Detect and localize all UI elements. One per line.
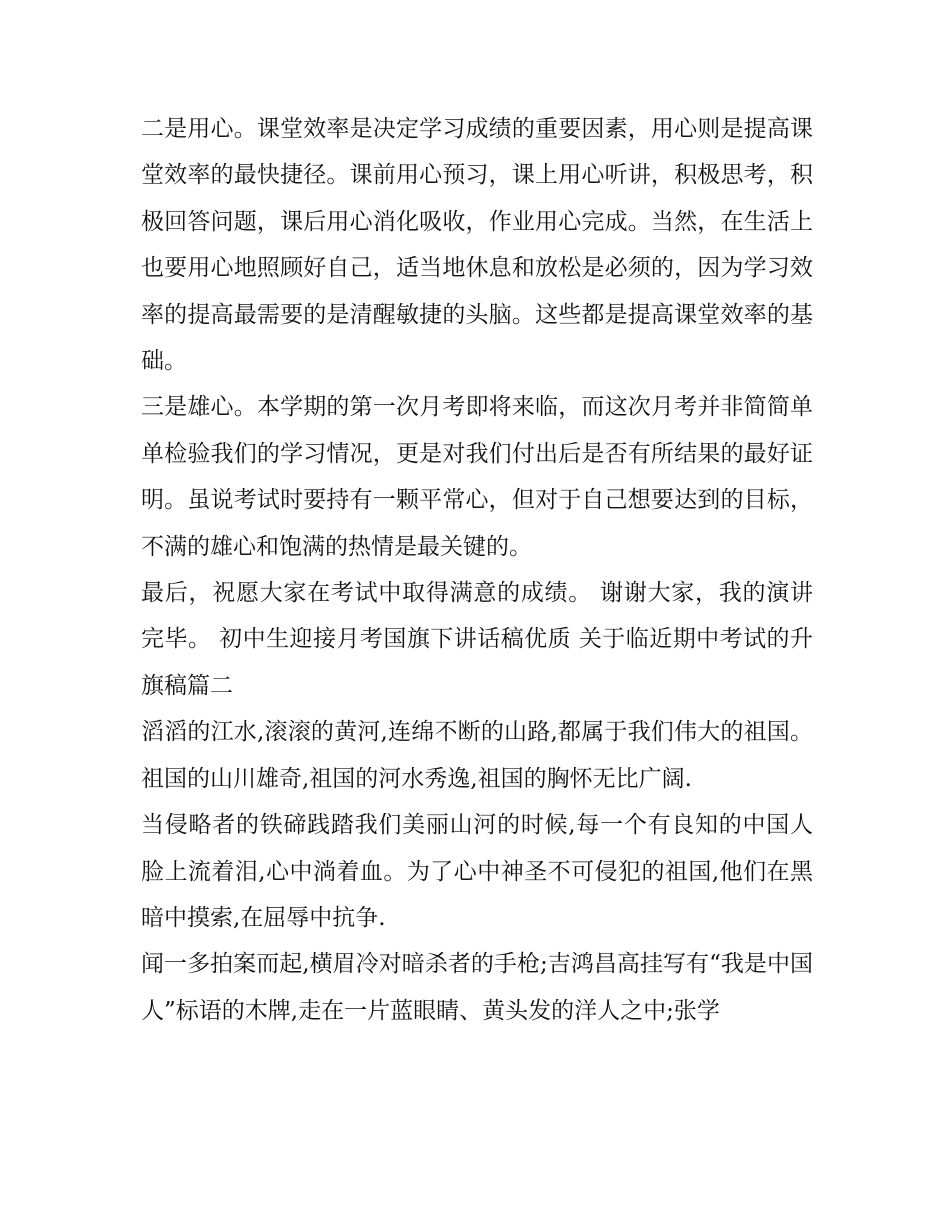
body-text <box>141 106 813 1034</box>
paragraph-heroes: 闻一多拍案而起,横眉冷对暗杀者的手枪;吉鸿昌高挂写有“我是中国人”标语的木牌,走在一片蓝眼睛、黄头发的洋人之中;张学 <box>141 951 813 1024</box>
paragraph-yongxin: 二是用心。课堂效率是决定学习成绩的重要因素，用心则是提高课堂效率的最快捷径。课前用心预习，课上用心听讲，积极思考，积极回答问题，课后用心消化吸收，作业用心完成。当然，在生活上也要用心地照顾好自己，适当地休息和放松是必须的，因为学习效率的提高最需要的是清醒敏捷的头脑。这些都是提高课堂效率的基础。 <box>141 116 813 375</box>
paragraph-motherland: 滔滔的江水,滚滚的黄河,连绵不断的山路,都属于我们伟大的祖国。祖国的山川雄奇,祖国的河水秀逸,祖国的胸怀无比广阔. <box>141 719 813 792</box>
paragraph-invaders: 当侵略者的铁碲践踏我们美丽山河的时候,每一个有良知的中国人脸上流着泪,心中淌着血。为了心中神圣不可侵犯的祖国,他们在黑暗中摸索,在屈辱中抗争. <box>141 812 813 931</box>
paragraph-closing: 最后，祝愿大家在考试中取得满意的成绩。 谢谢大家，我的演讲完毕。 初中生迎接月考国旗下讲话稿优质 关于临近期中考试的升旗稿篇二 <box>141 580 813 699</box>
paragraph-xiongxin: 三是雄心。本学期的第一次月考即将来临，而这次月考并非简简单单检验我们的学习情况，更是对我们付出后是否有所结果的最好证明。虽说考试时要持有一颗平常心，但对于自己想要达到的目标，不满的雄心和饱满的热情是最关键的。 <box>141 394 813 560</box>
